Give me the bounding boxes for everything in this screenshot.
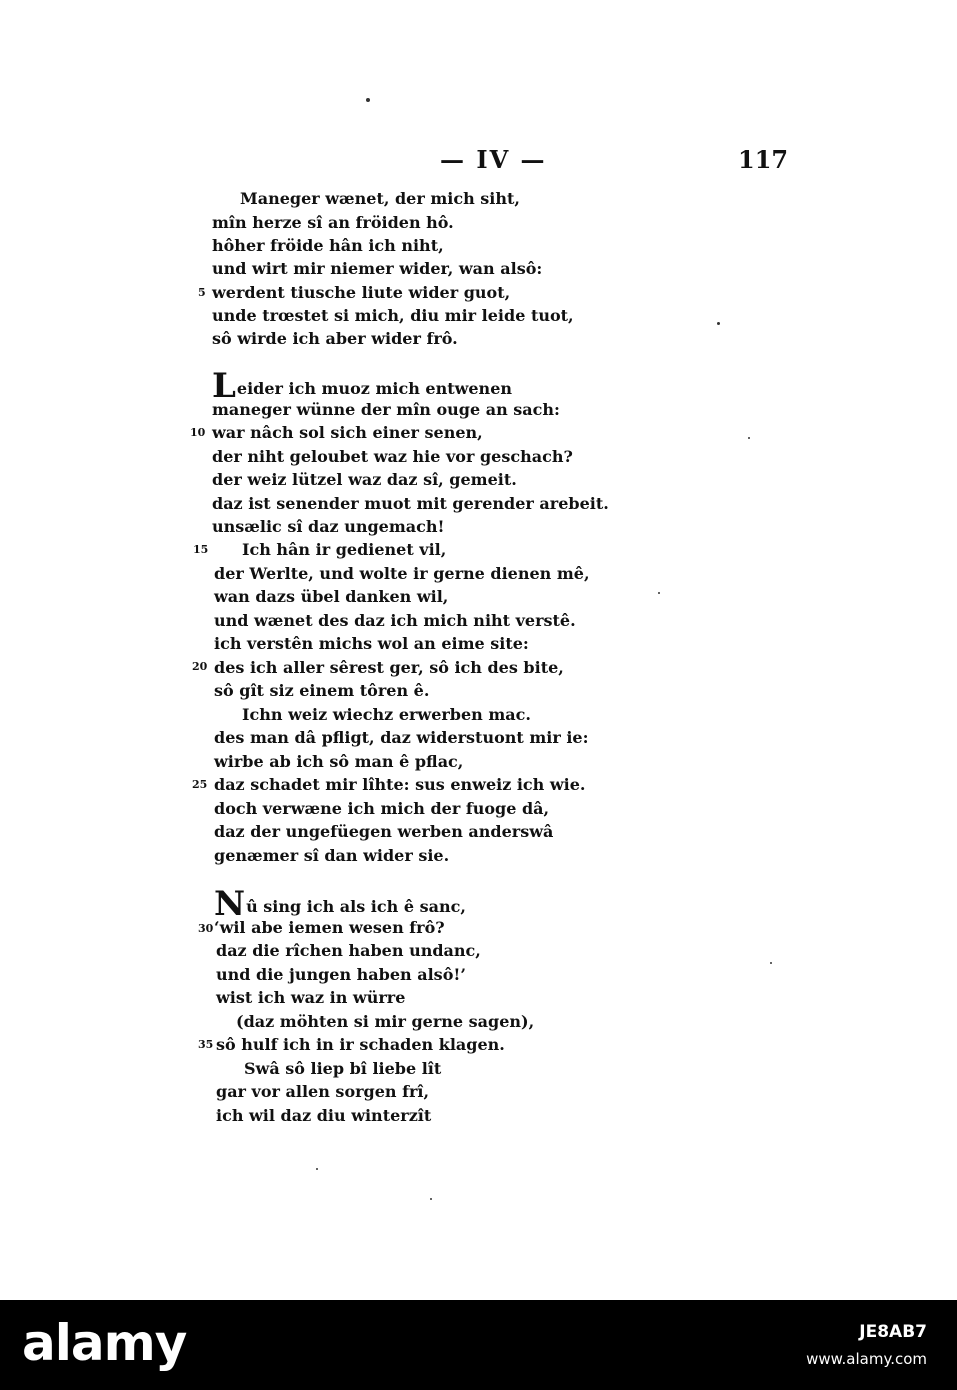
line-number: 15: [193, 543, 209, 556]
verse-line: (daz möhten si mir gerne sagen),: [236, 1012, 535, 1031]
scan-speck: [366, 98, 370, 102]
line-number: 35: [198, 1038, 214, 1051]
page-number: 117: [738, 145, 789, 174]
verse-line: unde trœstet si mich, diu mir leide tuot,: [212, 306, 574, 325]
verse-line: des man dâ pfligt, daz widerstuont mir ie:: [214, 728, 589, 747]
verse-line: gar vor allen sorgen frî,: [216, 1082, 430, 1101]
verse-line: sô hulf ich in ir schaden klagen.: [216, 1035, 505, 1054]
verse-line: [212, 366, 512, 406]
verse-line: werdent tiusche liute wider guot,: [212, 283, 511, 302]
verse-line: und wænet des daz ich mich niht verstê.: [214, 611, 576, 630]
scan-speck: [430, 1198, 432, 1200]
verse-line: Ich hân ir gedienet vil,: [242, 540, 447, 559]
verse-line-rest: eider ich muoz mich entwenen: [236, 379, 512, 398]
verse-line: Ichn weiz wiechz erwerben mac.: [242, 705, 531, 724]
verse-line: [214, 884, 466, 924]
line-number: 20: [192, 660, 208, 673]
verse-line: daz ist senender muot mit gerender arebeit.: [212, 494, 609, 513]
verse-line: daz schadet mir lîhte: sus enweiz ich wie.: [214, 775, 586, 794]
scan-speck: [717, 322, 720, 325]
verse-line-rest: û sing ich als ich ê sanc,: [246, 897, 466, 916]
scan-speck: [770, 962, 772, 964]
image-id: JE8AB7: [859, 1322, 927, 1342]
line-number: 5: [198, 286, 206, 299]
scan-speck: [748, 437, 750, 439]
verse-line: der Werlte, und wolte ir gerne dienen mê,: [214, 564, 590, 583]
verse-line: sô wirde ich aber wider frô.: [212, 329, 458, 348]
line-number: 30: [198, 922, 214, 935]
verse-line: ich wil daz diu winterzît: [216, 1106, 432, 1125]
verse-line: sô gît siz einem tôren ê.: [214, 681, 430, 700]
watermark-banner: [0, 1300, 957, 1390]
section-heading: — IV —: [440, 145, 547, 174]
verse-line: ich verstên michs wol an eime site:: [214, 634, 529, 653]
verse-line: und die jungen haben alsô!’: [216, 965, 466, 984]
verse-line: daz der ungefüegen werben anderswâ: [214, 822, 554, 841]
verse-line: hôher fröide hân ich niht,: [212, 236, 444, 255]
verse-line: maneger wünne der mîn ouge an sach:: [212, 400, 560, 419]
scan-speck: [316, 1168, 318, 1170]
verse-line: des ich aller sêrest ger, sô ich des bite,: [214, 658, 564, 677]
verse-line: Swâ sô liep bî liebe lît: [244, 1059, 442, 1078]
drop-initial: N: [214, 884, 246, 924]
verse-line: der niht geloubet waz hie vor geschach?: [212, 447, 573, 466]
scan-speck: [658, 592, 660, 594]
line-number: 25: [192, 778, 208, 791]
site-url: www.alamy.com: [806, 1350, 927, 1368]
verse-line: mîn herze sî an fröiden hô.: [212, 213, 454, 232]
verse-line: Maneger wænet, der mich siht,: [240, 189, 520, 208]
verse-line: genæmer sî dan wider sie.: [214, 846, 450, 865]
verse-line: und wirt mir niemer wider, wan alsô:: [212, 259, 543, 278]
verse-line: wan dazs übel danken wil,: [214, 587, 449, 606]
verse-line: doch verwæne ich mich der fuoge dâ,: [214, 799, 550, 818]
verse-line: der weiz lützel waz daz sî, gemeit.: [212, 470, 517, 489]
verse-line: daz die rîchen haben undanc,: [216, 941, 481, 960]
verse-line: wirbe ab ich sô man ê pflac,: [214, 752, 464, 771]
verse-line: ‘wil abe iemen wesen frô?: [214, 918, 445, 937]
verse-line: wist ich waz in würre: [216, 988, 406, 1007]
drop-initial: L: [212, 366, 236, 406]
verse-line: unsælic sî daz ungemach!: [212, 517, 445, 536]
line-number: 10: [190, 426, 206, 439]
verse-line: war nâch sol sich einer senen,: [212, 423, 483, 442]
alamy-logo: alamy: [22, 1314, 187, 1372]
